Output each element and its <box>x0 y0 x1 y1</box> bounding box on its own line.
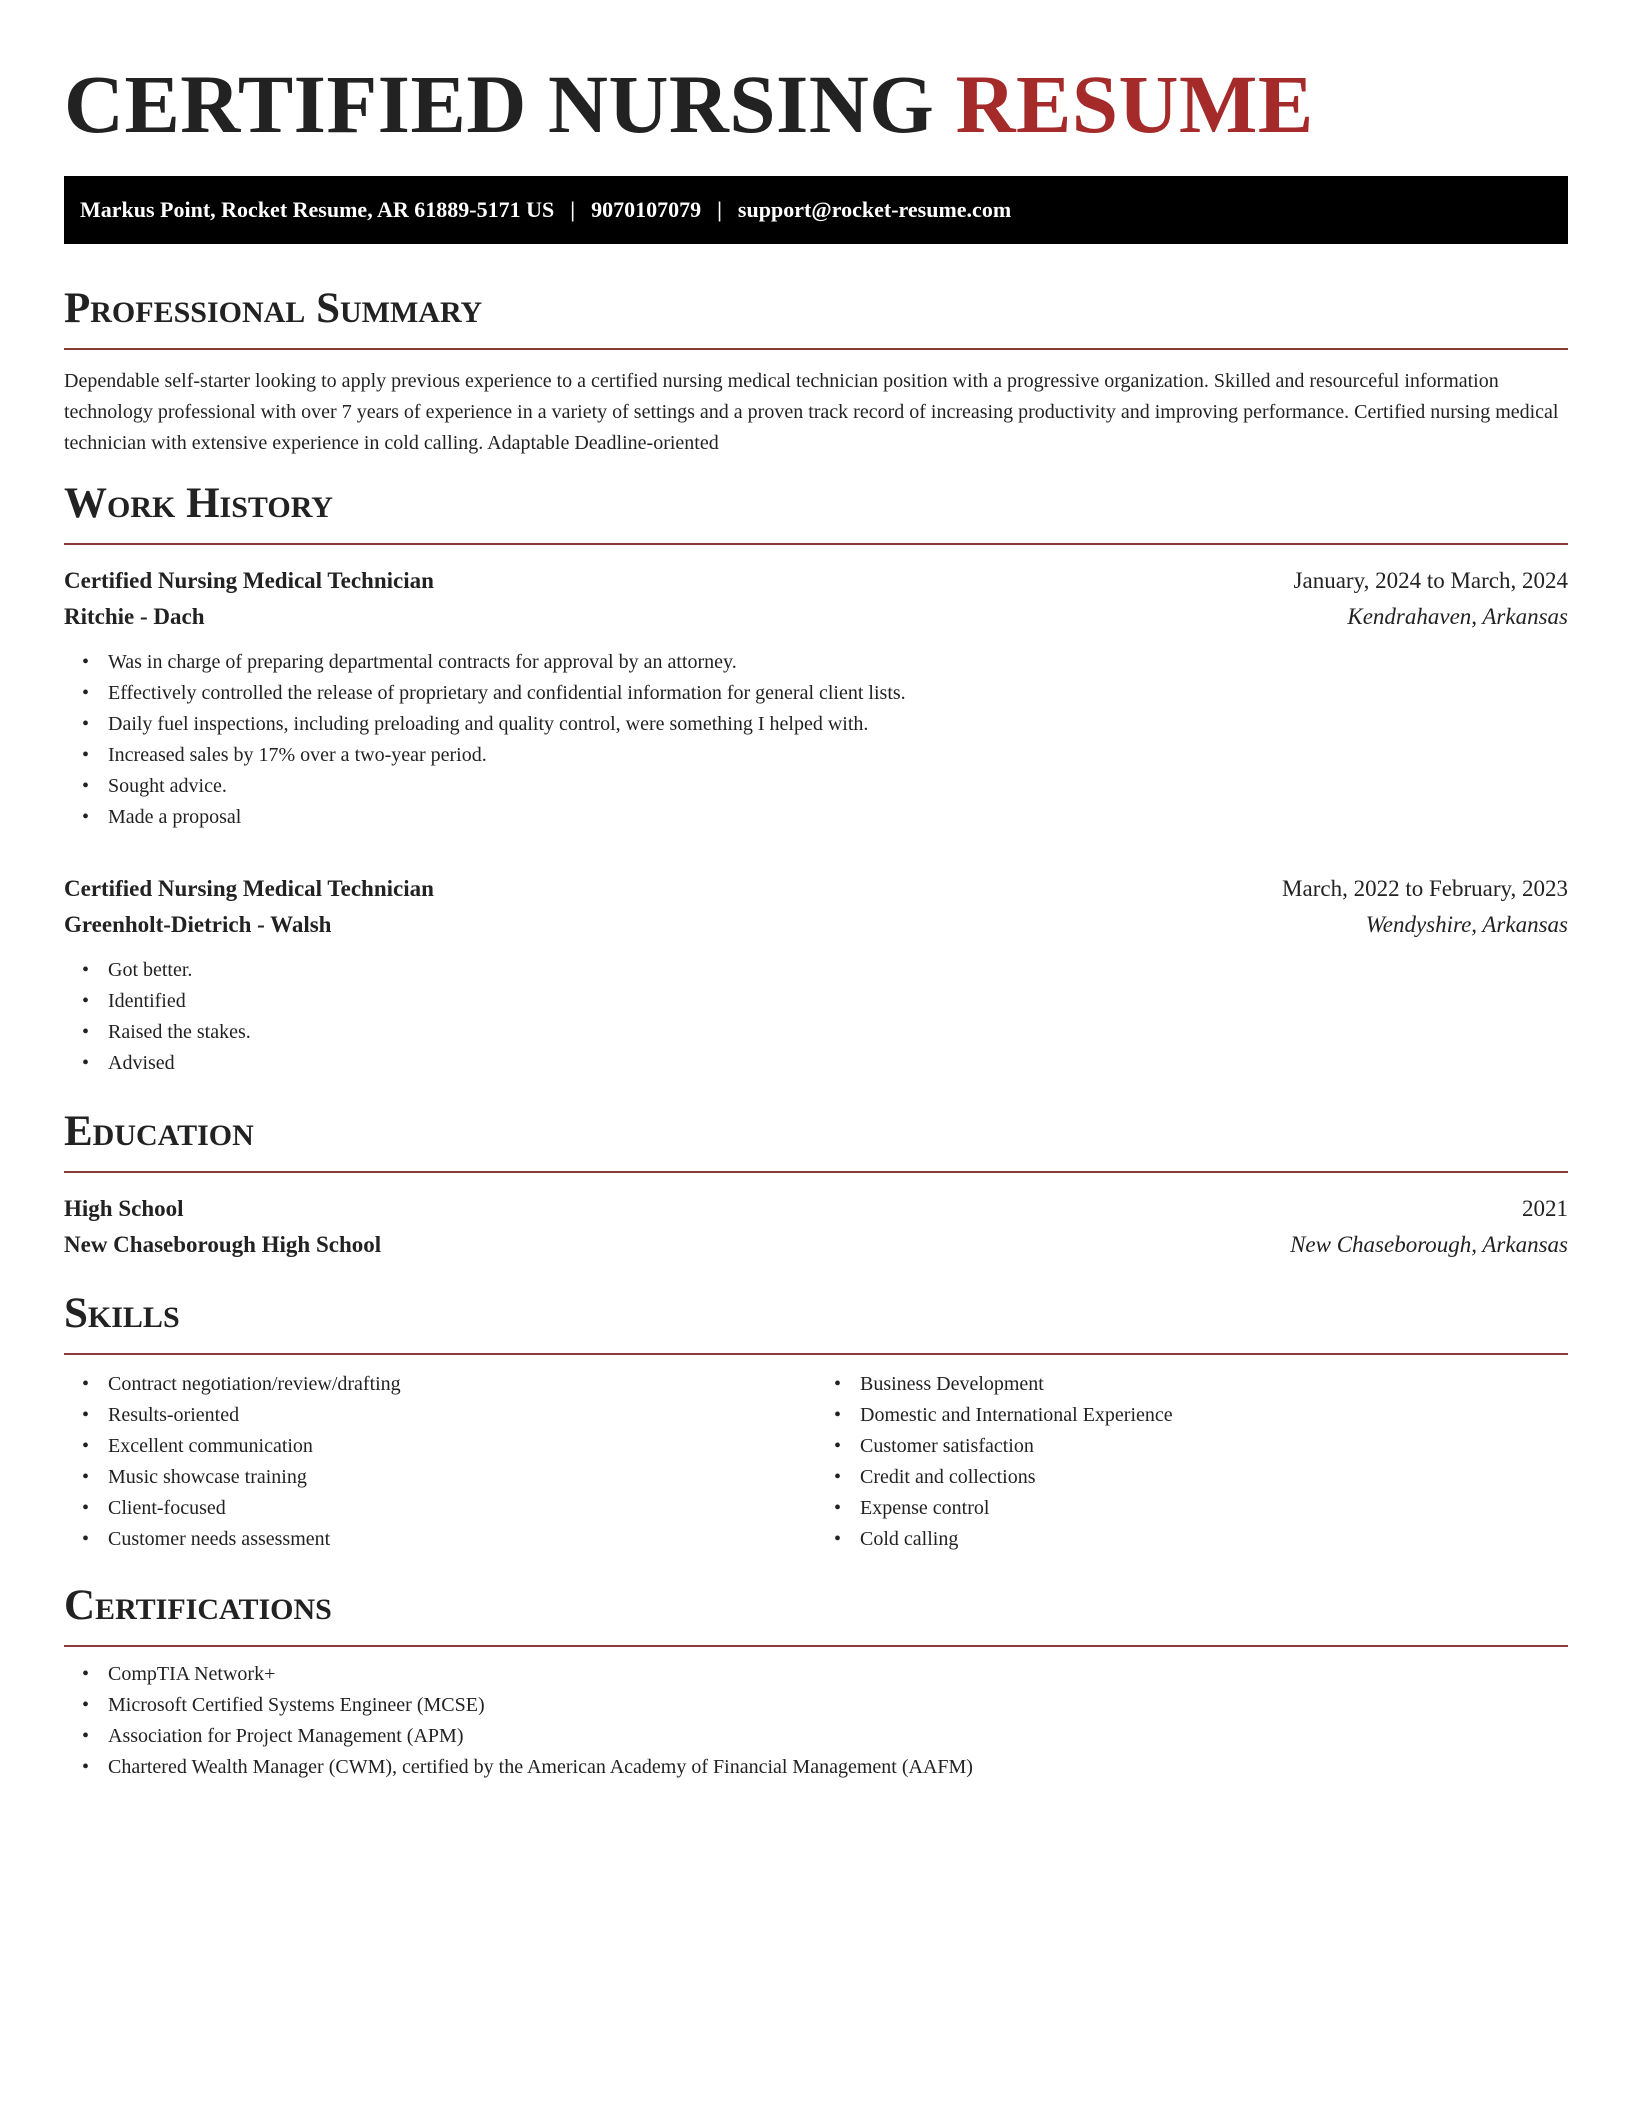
job-location: Kendrahaven, Arkansas <box>1347 604 1568 629</box>
certification-item: • CompTIA Network+ <box>108 1659 1568 1690</box>
title-accent: RESUME <box>955 58 1314 150</box>
list-item: • Made a proposal <box>108 802 1568 833</box>
list-item: • Increased sales by 17% over a two-year period. <box>108 740 1568 771</box>
contact-phone[interactable]: 9070107079 <box>591 197 702 222</box>
education-year: 2021 <box>1522 1196 1568 1221</box>
skills-grid <box>64 1369 1568 1555</box>
skill-item: • Domestic and International Experience <box>860 1400 1568 1431</box>
certification-item: • Association for Project Management (APM) <box>108 1721 1568 1752</box>
title-main: CERTIFIED NURSING <box>64 58 935 150</box>
job-location: Wendyshire, Arkansas <box>1365 912 1568 937</box>
job-title: Certified Nursing Medical Technician <box>64 568 434 593</box>
section-heading-skills: Skills <box>64 1289 1568 1355</box>
contact-separator: | <box>570 197 576 222</box>
skill-item: • Expense control <box>860 1493 1568 1524</box>
job-title: Certified Nursing Medical Technician <box>64 876 434 901</box>
section-heading-summary: Professional Summary <box>64 284 1568 350</box>
list-item: • Was in charge of preparing departmental contracts for approval by an attorney. <box>108 647 1568 678</box>
skill-item: • Customer needs assessment <box>108 1524 816 1555</box>
list-item: • Advised <box>108 1048 1568 1079</box>
work-entry <box>64 871 1568 1079</box>
job-duties-list <box>64 647 1568 833</box>
company-name: Greenholt-Dietrich - Walsh <box>64 912 332 937</box>
school-name: New Chaseborough High School <box>64 1232 382 1257</box>
education-entry <box>64 1191 1568 1263</box>
list-item: • Raised the stakes. <box>108 1017 1568 1048</box>
summary-text: Dependable self-starter looking to apply previous experience to a certified nursing medical technician position with a progressive organization. Skilled and resourceful information technology professional with over 7 years of experience in a variety of settings and a proven track record of increasing productivity and improving performance. Certified nursing medical technician with extensive experience in cold calling. Adaptable Deadline-oriented <box>64 370 1559 454</box>
job-dates: January, 2024 to March, 2024 <box>1293 568 1568 593</box>
contact-address: Markus Point, Rocket Resume, AR 61889-5171 US <box>80 197 555 222</box>
skill-item: • Excellent communication <box>108 1431 816 1462</box>
skill-item: • Customer satisfaction <box>860 1431 1568 1462</box>
list-item: • Effectively controlled the release of proprietary and confidential information for general client lists. <box>108 678 1568 709</box>
skill-item: • Music showcase training <box>108 1462 816 1493</box>
skill-item: • Business Development <box>860 1369 1568 1400</box>
section-heading-certifications: Certifications <box>64 1581 1568 1647</box>
section-heading-education: Education <box>64 1107 1568 1173</box>
skill-item: • Results-oriented <box>108 1400 816 1431</box>
section-heading-work-history: Work History <box>64 479 1568 545</box>
skill-item: • Contract negotiation/review/drafting <box>108 1369 816 1400</box>
work-entry <box>64 563 1568 833</box>
certifications-list <box>64 1659 1568 1783</box>
list-item: • Got better. <box>108 955 1568 986</box>
skill-item: • Cold calling <box>860 1524 1568 1555</box>
contact-bar <box>64 176 1568 244</box>
school-location: New Chaseborough, Arkansas <box>1290 1232 1568 1257</box>
skills-list-left <box>64 1369 816 1555</box>
job-duties-list <box>64 955 1568 1079</box>
contact-email[interactable]: support@rocket-resume.com <box>737 197 1012 222</box>
skills-list-right <box>816 1369 1568 1555</box>
list-item: • Daily fuel inspections, including preloading and quality control, were something I helped with. <box>108 709 1568 740</box>
certification-item: • Microsoft Certified Systems Engineer (MCSE) <box>108 1690 1568 1721</box>
job-dates: March, 2022 to February, 2023 <box>1282 876 1568 901</box>
list-item: • Identified <box>108 986 1568 1017</box>
list-item: • Sought advice. <box>108 771 1568 802</box>
skill-item: • Client-focused <box>108 1493 816 1524</box>
certification-item: • Chartered Wealth Manager (CWM), certified by the American Academy of Financial Management (AAFM) <box>108 1752 1568 1783</box>
resume-title <box>64 56 1568 152</box>
skill-item: • Credit and collections <box>860 1462 1568 1493</box>
contact-separator: | <box>717 197 722 222</box>
company-name: Ritchie - Dach <box>64 604 205 629</box>
education-degree: High School <box>64 1196 184 1221</box>
